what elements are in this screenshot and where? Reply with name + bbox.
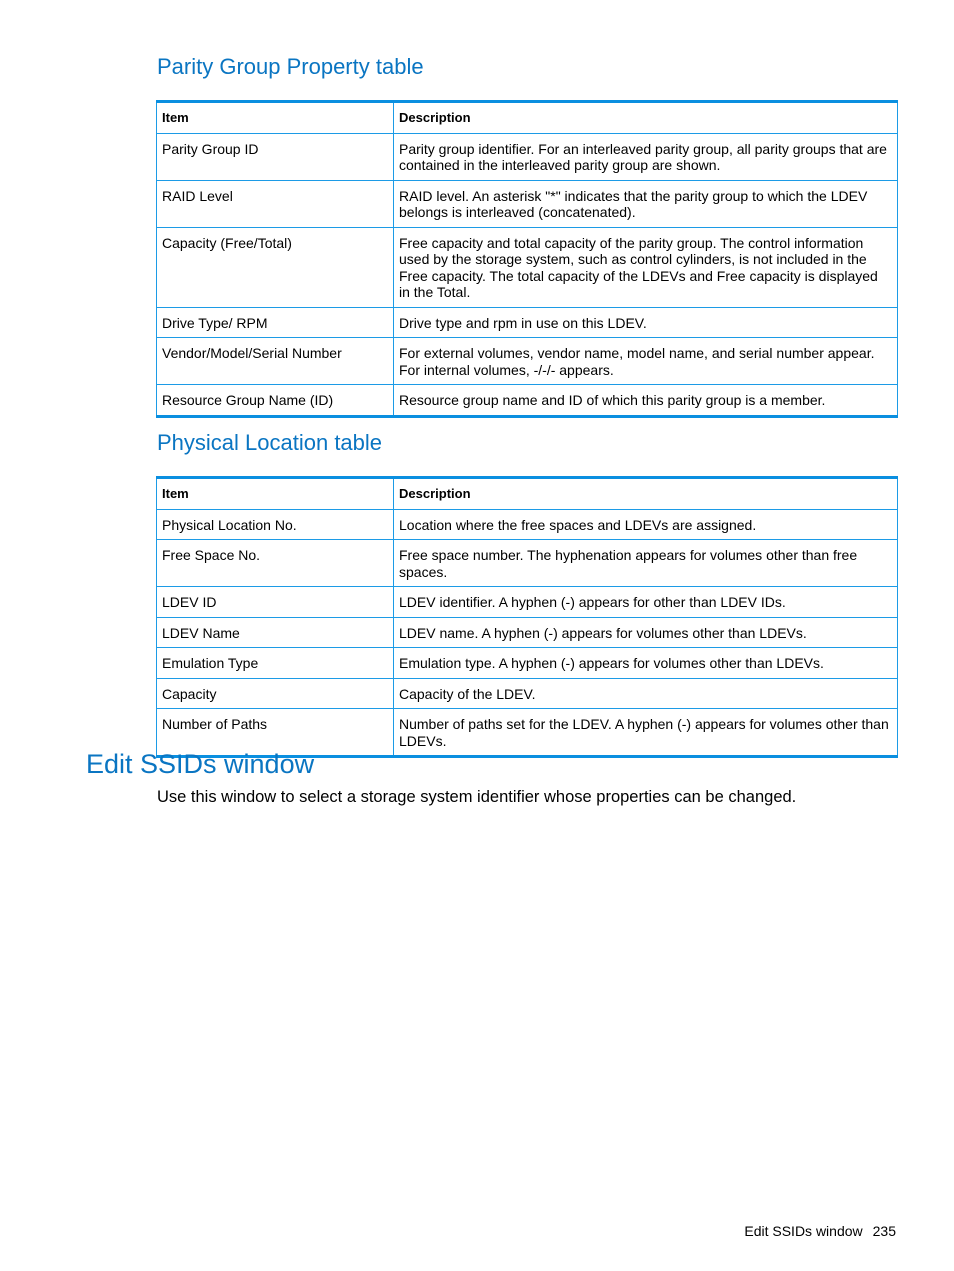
item-cell: Number of Paths — [157, 709, 394, 757]
item-cell: RAID Level — [157, 180, 394, 227]
table-row — [157, 509, 898, 540]
description-cell: Capacity of the LDEV. — [394, 678, 898, 709]
item-cell: Capacity — [157, 678, 394, 709]
physical-location-table — [156, 476, 898, 758]
table-row — [157, 385, 898, 417]
description-cell: Parity group identifier. For an interleaved parity group, all parity groups that are contained in the interleaved parity group are shown. — [394, 133, 898, 180]
description-cell: Emulation type. A hyphen (-) appears for volumes other than LDEVs. — [394, 648, 898, 679]
description-cell: RAID level. An asterisk "*" indicates that the parity group to which the LDEV belongs is interleaved (concatenated). — [394, 180, 898, 227]
table-row — [157, 617, 898, 648]
description-cell: Resource group name and ID of which this parity group is a member. — [394, 385, 898, 417]
page-number: 235 — [872, 1223, 896, 1239]
item-cell: Free Space No. — [157, 540, 394, 587]
parity-group-property-heading: Parity Group Property table — [157, 54, 424, 79]
edit-ssids-window-heading: Edit SSIDs window — [86, 749, 315, 779]
description-cell: Drive type and rpm in use on this LDEV. — [394, 307, 898, 338]
description-cell: LDEV name. A hyphen (-) appears for volumes other than LDEVs. — [394, 617, 898, 648]
table-header-row — [157, 478, 898, 510]
table-row — [157, 587, 898, 618]
column-header-description: Description — [394, 478, 898, 510]
description-cell: LDEV identifier. A hyphen (-) appears for other than LDEV IDs. — [394, 587, 898, 618]
table-row — [157, 307, 898, 338]
table-row — [157, 133, 898, 180]
table-row — [157, 648, 898, 679]
parity-group-property-table — [156, 100, 898, 418]
description-cell: Free capacity and total capacity of the parity group. The control information used by the storage system, such as control cylinders, is not included in the Free capacity. The total capacity of the LDEVs and Free capacity is displayed in the Total. — [394, 227, 898, 307]
column-header-description: Description — [394, 102, 898, 134]
item-cell: LDEV Name — [157, 617, 394, 648]
column-header-item: Item — [157, 478, 394, 510]
table-row — [157, 227, 898, 307]
description-cell: Free space number. The hyphenation appears for volumes other than free spaces. — [394, 540, 898, 587]
item-cell: Capacity (Free/Total) — [157, 227, 394, 307]
table-row — [157, 678, 898, 709]
edit-ssids-intro-text: Use this window to select a storage system identifier whose properties can be changed. — [157, 788, 797, 806]
item-cell: Physical Location No. — [157, 509, 394, 540]
table-row — [157, 540, 898, 587]
table-row — [157, 180, 898, 227]
item-cell: Resource Group Name (ID) — [157, 385, 394, 417]
column-header-item: Item — [157, 102, 394, 134]
item-cell: LDEV ID — [157, 587, 394, 618]
description-cell: For external volumes, vendor name, model name, and serial number appear. For internal volumes, -/-/- appears. — [394, 338, 898, 385]
page-footer — [744, 1222, 896, 1240]
item-cell: Parity Group ID — [157, 133, 394, 180]
item-cell: Drive Type/ RPM — [157, 307, 394, 338]
footer-title: Edit SSIDs window — [744, 1223, 863, 1239]
item-cell: Emulation Type — [157, 648, 394, 679]
description-cell: Number of paths set for the LDEV. A hyphen (-) appears for volumes other than LDEVs. — [394, 709, 898, 757]
table-row — [157, 338, 898, 385]
physical-location-heading: Physical Location table — [157, 430, 383, 455]
description-cell: Location where the free spaces and LDEVs are assigned. — [394, 509, 898, 540]
item-cell: Vendor/Model/Serial Number — [157, 338, 394, 385]
table-header-row — [157, 102, 898, 134]
